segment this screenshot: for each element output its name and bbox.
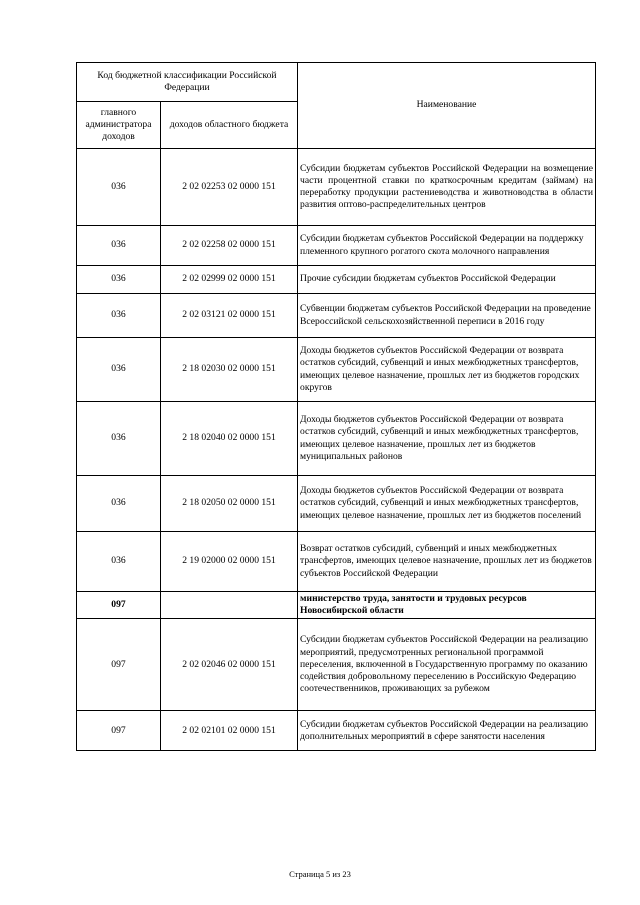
header-classification-code: Код бюджетной классификации Российской Федерации: [77, 63, 298, 102]
cell-income-code: 2 02 02253 02 0000 151: [161, 149, 298, 226]
cell-admin-code: 097: [77, 711, 161, 751]
cell-admin-code: 097: [77, 619, 161, 711]
cell-admin-code: 036: [77, 226, 161, 266]
cell-admin-code: 036: [77, 149, 161, 226]
table-row: [77, 711, 596, 751]
header-name: Наименование: [298, 63, 596, 149]
cell-name: Субсидии бюджетам субъектов Российской Федерации на поддержку племенного крупного рогатого скота молочного направления: [298, 226, 596, 266]
table-row: [77, 266, 596, 294]
cell-admin-code: 036: [77, 532, 161, 592]
cell-income-code: [161, 592, 298, 619]
table-row: [77, 294, 596, 338]
table-row: [77, 592, 596, 619]
cell-name: Прочие субсидии бюджетам субъектов Российской Федерации: [298, 266, 596, 294]
cell-income-code: 2 02 03121 02 0000 151: [161, 294, 298, 338]
cell-admin-code: 036: [77, 266, 161, 294]
cell-income-code: 2 02 02101 02 0000 151: [161, 711, 298, 751]
budget-classification-table: [76, 62, 596, 751]
cell-income-code: 2 02 02999 02 0000 151: [161, 266, 298, 294]
header-regional-budget-income: доходов областного бюджета: [161, 102, 298, 149]
header-main-administrator: главного администратора доходов: [77, 102, 161, 149]
cell-income-code: 2 18 02050 02 0000 151: [161, 476, 298, 532]
cell-name: Субсидии бюджетам субъектов Российской Федерации на реализацию мероприятий, предусмотренных региональной программой переселения, включенной в Государственную программу по оказанию содействия добровольному переселению в Российскую Федерацию соотечественников, проживающих за рубежом: [298, 619, 596, 711]
cell-name: Возврат остатков субсидий, субвенций и иных межбюджетных трансфертов, имеющих целевое назначение, прошлых лет из бюджетов субъектов Российской Федерации: [298, 532, 596, 592]
cell-income-code: 2 18 02030 02 0000 151: [161, 338, 298, 402]
cell-income-code: 2 02 02258 02 0000 151: [161, 226, 298, 266]
table-body: [77, 149, 596, 751]
cell-name: Доходы бюджетов субъектов Российской Федерации от возврата остатков субсидий, субвенций и иных межбюджетных трансфертов, имеющих целевое назначение, прошлых лет из бюджетов муниципальных районов: [298, 402, 596, 476]
table-row: [77, 338, 596, 402]
cell-admin-code: 097: [77, 592, 161, 619]
cell-income-code: 2 19 02000 02 0000 151: [161, 532, 298, 592]
table-header-row: [77, 63, 596, 102]
cell-name: Субсидии бюджетам субъектов Российской Федерации на реализацию дополнительных мероприятий в сфере занятости населения: [298, 711, 596, 751]
table-row: [77, 226, 596, 266]
table-row: [77, 619, 596, 711]
cell-name: министерство труда, занятости и трудовых ресурсов Новосибирской области: [298, 592, 596, 619]
page-number: Страница 5 из 23: [289, 869, 351, 879]
cell-income-code: 2 02 02046 02 0000 151: [161, 619, 298, 711]
cell-name: Субвенции бюджетам субъектов Российской Федерации на проведение Всероссийской сельскохозяйственной переписи в 2016 году: [298, 294, 596, 338]
cell-name: Доходы бюджетов субъектов Российской Федерации от возврата остатков субсидий, субвенций и иных межбюджетных трансфертов, имеющих целевое назначение, прошлых лет из бюджетов городских округов: [298, 338, 596, 402]
table-row: [77, 149, 596, 226]
cell-admin-code: 036: [77, 402, 161, 476]
cell-name: Субсидии бюджетам субъектов Российской Федерации на возмещение части процентной ставки по краткосрочным кредитам (займам) на переработку продукции растениеводства и животноводства в области развития оптово-распределительных центров: [298, 149, 596, 226]
table-row: [77, 402, 596, 476]
cell-admin-code: 036: [77, 476, 161, 532]
cell-income-code: 2 18 02040 02 0000 151: [161, 402, 298, 476]
cell-name: Доходы бюджетов субъектов Российской Федерации от возврата остатков субсидий, субвенций и иных межбюджетных трансфертов, имеющих целевое назначение, прошлых лет из бюджетов поселений: [298, 476, 596, 532]
cell-admin-code: 036: [77, 338, 161, 402]
table-row: [77, 476, 596, 532]
cell-admin-code: 036: [77, 294, 161, 338]
table-row: [77, 532, 596, 592]
